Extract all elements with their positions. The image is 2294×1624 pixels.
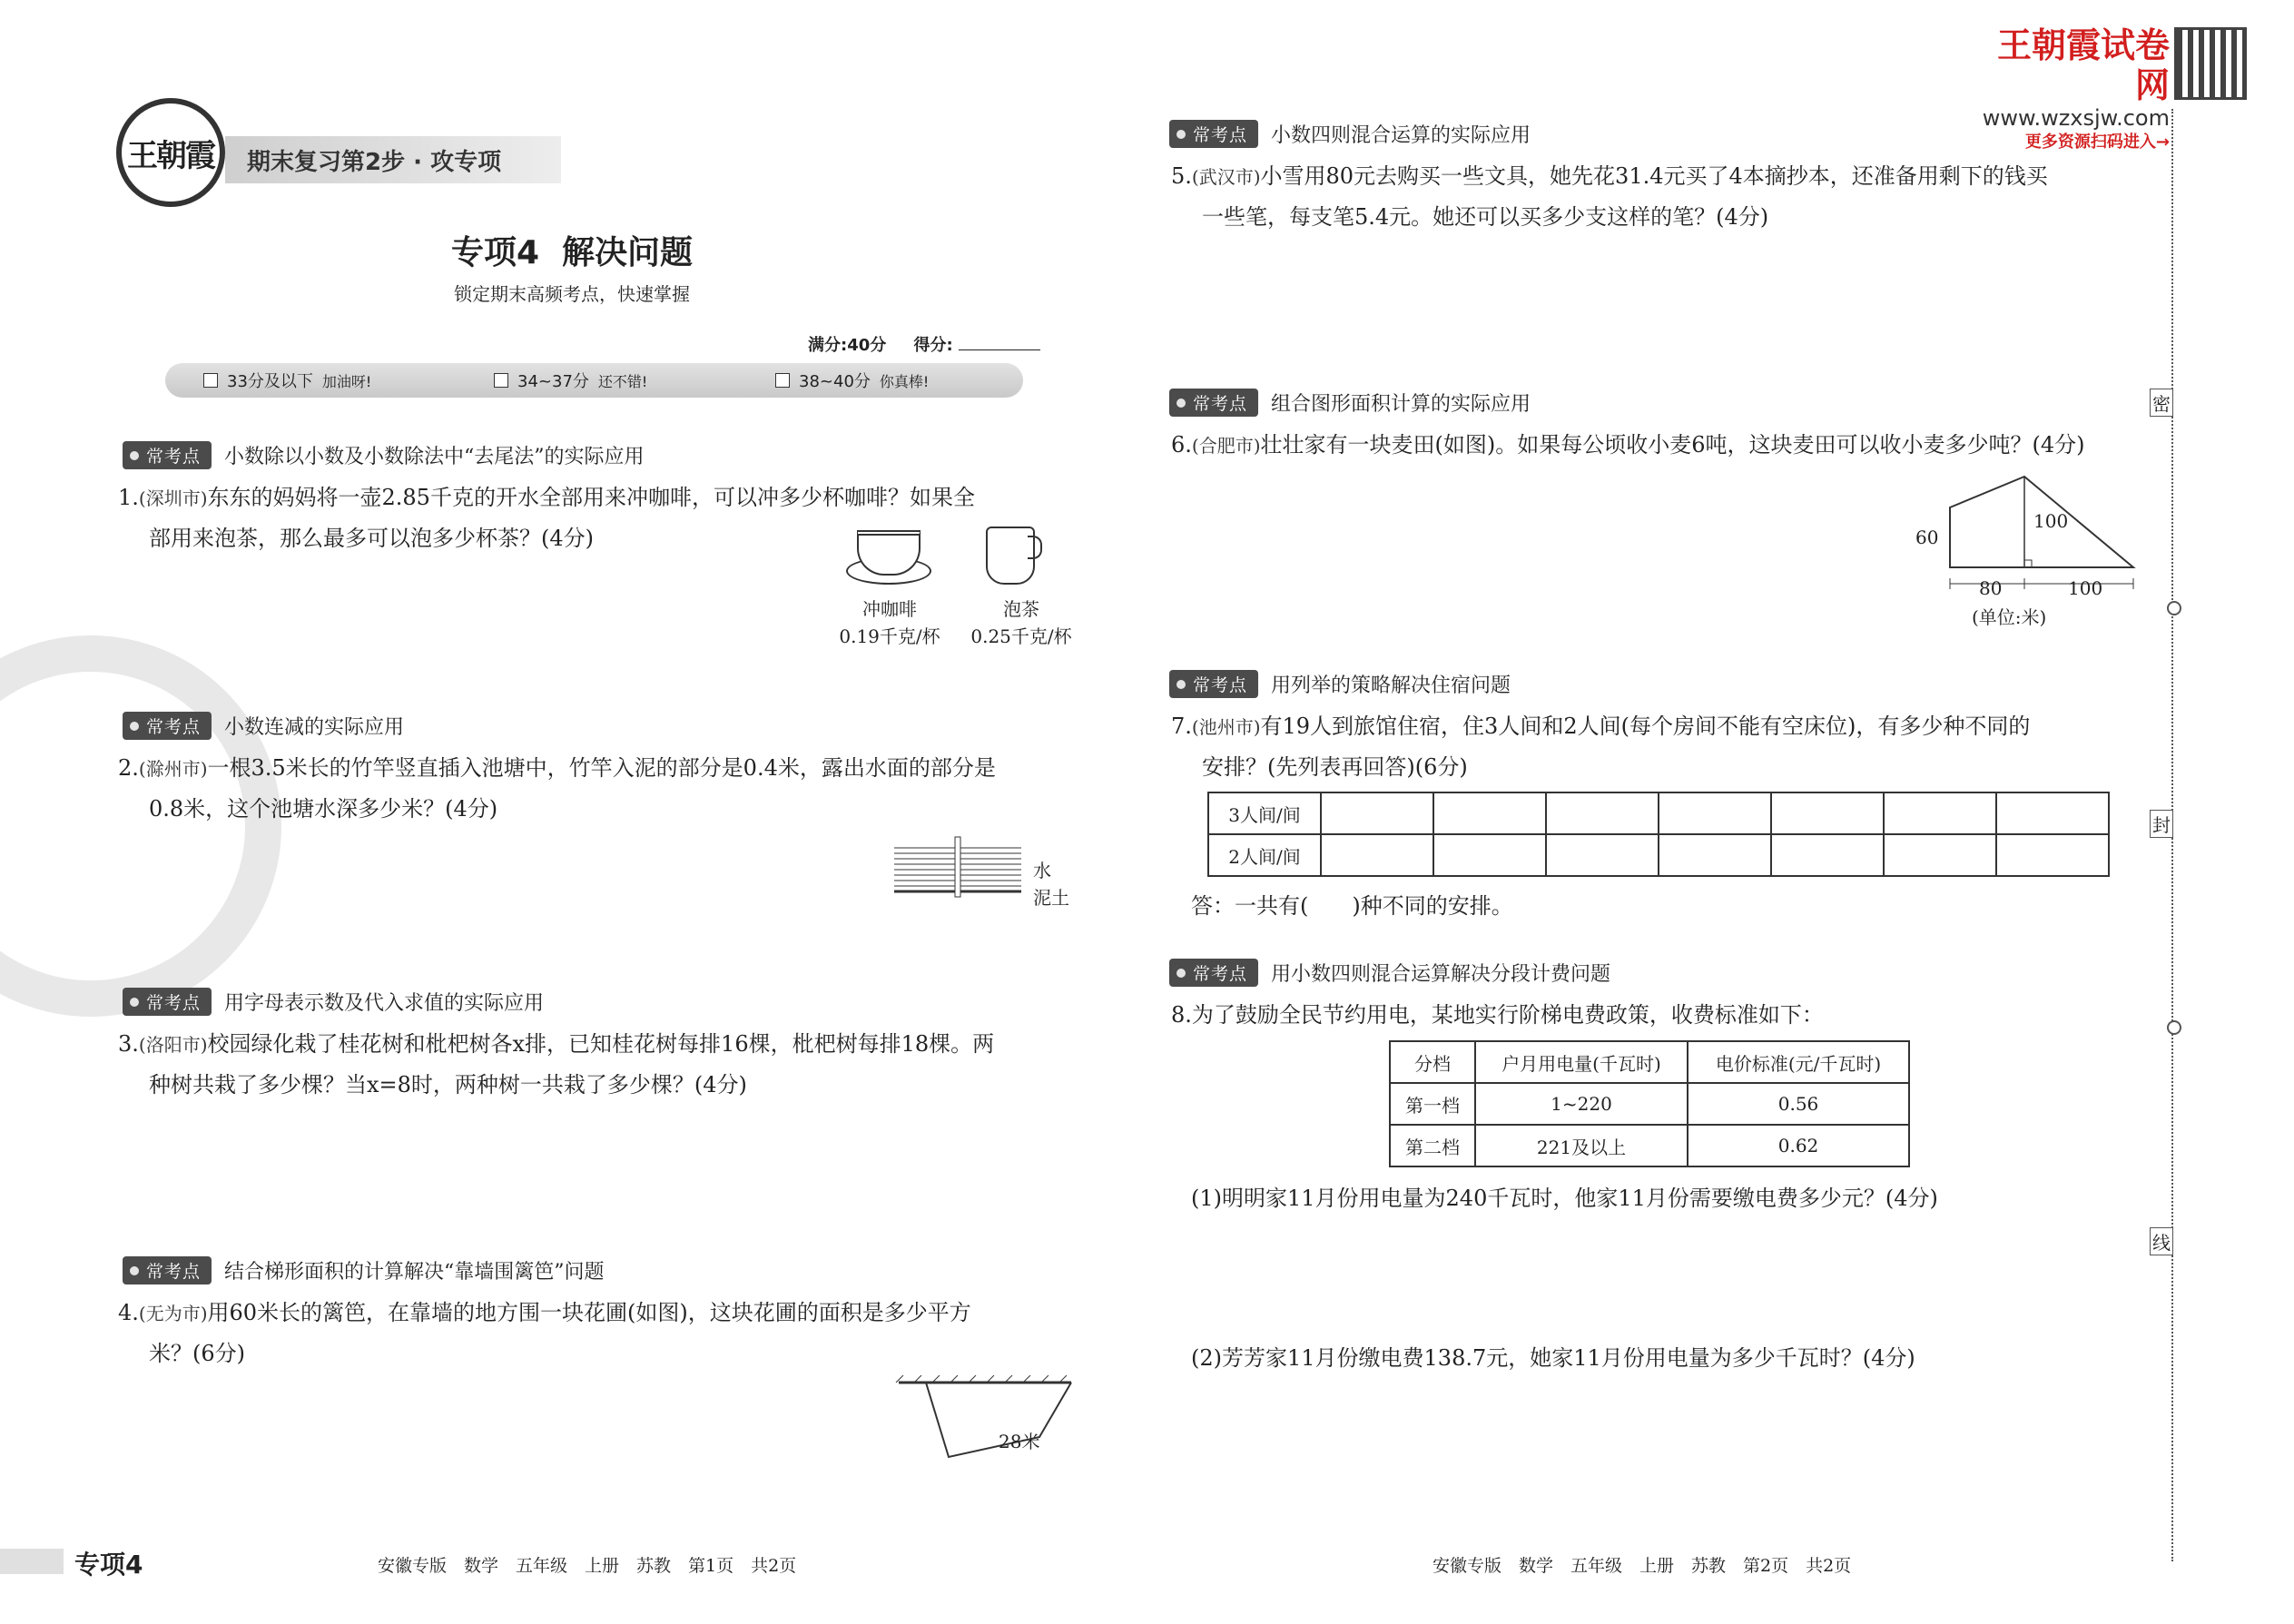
footer-left: 安徽专版 数学 五年级 上册 苏教 第1页 共2页 [378, 1556, 797, 1576]
question-text: 一根3.5米长的竹竿竖直插入池塘中，竹竿入泥的部分是0.4米，露出水面的部分是 [207, 755, 996, 781]
table-row [1390, 1041, 1909, 1083]
section-tag: 常考点 [123, 441, 212, 469]
table-cell[interactable] [1433, 792, 1546, 834]
table-row [1208, 792, 2109, 834]
rating-item[interactable] [203, 369, 494, 392]
checkbox-icon[interactable] [203, 373, 218, 388]
seal-circle-icon [2167, 601, 2181, 615]
field-unit: (单位:米) [1972, 606, 2047, 628]
got-score-label: 得分: [913, 336, 953, 355]
section-tag: 常考点 [123, 988, 212, 1016]
section-tag: 常考点 [1169, 120, 1258, 148]
rating-bar [165, 363, 1023, 398]
site-name: 王朝霞试卷网 [1996, 25, 2170, 105]
tea-rate: 0.25千克/杯 [970, 625, 1072, 647]
score-line [808, 332, 1040, 356]
table-cell: 第二档 [1390, 1125, 1475, 1166]
site-url[interactable]: www.wzxsjw.com [1982, 105, 2170, 131]
footer-right: 安徽专版 数学 五年级 上册 苏教 第2页 共2页 [1433, 1556, 1852, 1576]
question-number: 8. [1171, 1002, 1192, 1028]
question-text: 有19人到旅馆住宿，住3人间和2人间(每个房间不能有空床位)，有多少种不同的 [1260, 714, 2031, 739]
sub-question-2: (2)芳芳家11月份缴电费138.7元，她家11月份用电量为多少千瓦时？(4分) [1191, 1345, 1915, 1371]
question-text: 用60米长的篱笆，在靠墙的地方围一块花圃(如图)，这块花圃的面积是多少平方 [207, 1300, 971, 1325]
table-cell[interactable] [1546, 834, 1659, 876]
field-diagram [1906, 468, 2142, 604]
table-cell[interactable] [1546, 792, 1659, 834]
lodging-table [1207, 792, 2110, 877]
section-3-header [123, 988, 544, 1016]
question-2 [118, 748, 1080, 829]
question-city: (滁州市) [138, 758, 208, 780]
question-number: 7. [1171, 714, 1192, 739]
coffee-rate: 0.19千克/杯 [839, 625, 940, 647]
question-5 [1171, 156, 2151, 237]
rating-item[interactable] [775, 369, 929, 392]
checkbox-icon[interactable] [494, 373, 508, 388]
checkbox-icon[interactable] [775, 373, 790, 388]
got-score-field[interactable] [959, 349, 1040, 350]
question-text: 校园绿化栽了桂花树和枇杷树各x排，已知桂花树每排16棵，枇杷树每排18棵。两 [207, 1031, 995, 1057]
table-header: 分档 [1390, 1041, 1475, 1083]
table-cell[interactable] [1771, 834, 1884, 876]
section-title: 用字母表示数及代入求值的实际应用 [224, 992, 545, 1015]
table-cell: 221及以上 [1475, 1125, 1688, 1166]
row-header: 3人间/间 [1208, 792, 1321, 834]
table-header: 电价标准(元/千瓦时) [1688, 1041, 1909, 1083]
question-city: (洛阳市) [138, 1034, 208, 1056]
table-row [1208, 834, 2109, 876]
field-base-1: 80 [1979, 577, 2003, 599]
table-cell: 1~220 [1475, 1083, 1688, 1125]
rating-item[interactable] [494, 369, 775, 392]
mud-label: 泥土 [1033, 887, 1069, 909]
question-3 [118, 1024, 1080, 1105]
section-title: 用小数四则混合运算解决分段计费问题 [1271, 963, 1611, 986]
question-city: (合肥市) [1191, 435, 1261, 457]
table-cell[interactable] [1321, 792, 1433, 834]
tea-caption [962, 595, 1080, 650]
table-cell[interactable] [1996, 792, 2109, 834]
table-row [1390, 1125, 1909, 1166]
question-4 [118, 1293, 1080, 1373]
question-text: 米？(6分) [149, 1341, 245, 1366]
question-7 [1171, 706, 2151, 787]
table-cell: 0.56 [1688, 1083, 1909, 1125]
question-8 [1171, 995, 2151, 1035]
footer-tag: 专项4 [74, 1550, 143, 1580]
qr-code[interactable] [2174, 27, 2247, 100]
section-tag: 常考点 [1169, 389, 1258, 417]
table-cell[interactable] [1659, 792, 1771, 834]
question-city: (无为市) [138, 1303, 208, 1324]
question-number: 1. [118, 485, 139, 510]
table-row [1390, 1083, 1909, 1125]
section-5-header [1169, 120, 1531, 148]
table-cell[interactable] [1884, 834, 1996, 876]
footer-bar [0, 1549, 64, 1574]
rating-range: 34~37分 [517, 372, 589, 391]
tea-cup-icon [982, 523, 1042, 586]
section-tag: 常考点 [1169, 959, 1258, 987]
sub-question-1: (1)明明家11月份用电量为240千瓦时，他家11月份需要缴电费多少元？(4分) [1191, 1186, 1938, 1211]
table-header: 户月用电量(千瓦时) [1475, 1041, 1688, 1083]
section-8-header [1169, 959, 1610, 987]
page-subtitle: 锁定期末高频考点，快速掌握 [454, 283, 690, 305]
question-number: 2. [118, 755, 139, 781]
question-text: 一些笔，每支笔5.4元。她还可以买多少支这样的笔？(4分) [1202, 204, 1769, 230]
section-6-header [1169, 389, 1531, 417]
table-cell: 第一档 [1390, 1083, 1475, 1125]
section-title: 小数连减的实际应用 [224, 716, 405, 739]
rating-comment: 加油呀! [321, 372, 372, 390]
section-title: 小数四则混合运算的实际应用 [1271, 124, 1531, 147]
answer-line: 答：一共有( )种不同的安排。 [1191, 893, 1513, 919]
fence-diagram [894, 1375, 1076, 1475]
rating-comment: 还不错! [597, 372, 648, 390]
rating-range: 38~40分 [799, 372, 871, 391]
section-title: 用列举的策略解决住宿问题 [1271, 674, 1511, 697]
seal-circle-icon [2167, 1020, 2181, 1035]
pond-labels [1033, 857, 1069, 911]
seal-mark: 密 [2150, 389, 2173, 417]
tea-label: 泡茶 [1003, 598, 1039, 620]
table-cell[interactable] [1884, 792, 1996, 834]
rating-comment: 你真棒! [879, 372, 930, 390]
seal-mark: 封 [2150, 810, 2173, 838]
coffee-cup-icon [846, 528, 928, 583]
section-1-header [123, 441, 645, 469]
pricing-table [1389, 1040, 1910, 1167]
section-tag: 常考点 [123, 1256, 212, 1284]
question-city: (深圳市) [138, 487, 208, 509]
coffee-label: 冲咖啡 [862, 598, 917, 620]
question-city: (池州市) [1191, 716, 1261, 738]
question-6 [1171, 425, 2151, 466]
table-cell: 0.62 [1688, 1125, 1909, 1166]
section-tag: 常考点 [1169, 670, 1258, 698]
question-number: 6. [1171, 432, 1192, 458]
question-number: 3. [118, 1031, 139, 1057]
full-score: 满分:40分 [808, 336, 887, 355]
question-text: 安排？(先列表再回答)(6分) [1202, 754, 1468, 780]
table-cell[interactable] [1771, 792, 1884, 834]
question-number: 5. [1171, 163, 1192, 189]
question-text: 壮壮家有一块麦田(如图)。如果每公顷收小麦6吨，这块麦田可以收小麦多少吨？(4分) [1260, 432, 2085, 458]
coffee-caption [835, 595, 944, 650]
logo [116, 98, 225, 207]
banner-text: 期末复习第2步 · 攻专项 [247, 148, 502, 176]
question-city: (武汉市) [1191, 166, 1261, 188]
rating-range: 33分及以下 [227, 372, 313, 391]
brand-block [1970, 25, 2170, 154]
pond-diagram [890, 835, 1026, 908]
question-text: 为了鼓励全民节约用电，某地实行阶梯电费政策，收费标准如下： [1191, 1002, 1824, 1028]
section-title: 组合图形面积计算的实际应用 [1271, 393, 1531, 416]
section-2-header [123, 712, 404, 740]
scan-hint: 更多资源扫码进入→ [2024, 133, 2170, 152]
table-cell[interactable] [1996, 834, 2109, 876]
page-title: 专项4 解决问题 [450, 234, 694, 271]
section-7-header [1169, 670, 1511, 698]
question-1 [118, 477, 1080, 558]
section-4-header [123, 1256, 605, 1284]
logo-text: 王朝霞 [127, 137, 214, 174]
field-base-2: 100 [2068, 577, 2103, 599]
question-text: 部用来泡茶，那么最多可以泡多少杯茶？(4分) [149, 526, 594, 551]
section-tag: 常考点 [123, 712, 212, 740]
fence-dimension: 28米 [999, 1431, 1040, 1452]
question-text: 东东的妈妈将一壶2.85千克的开水全部用来冲咖啡，可以冲多少杯咖啡？如果全 [207, 485, 975, 510]
banner [225, 136, 561, 183]
table-cell[interactable] [1321, 834, 1433, 876]
water-label: 水 [1033, 860, 1051, 881]
table-cell[interactable] [1659, 834, 1771, 876]
row-header: 2人间/间 [1208, 834, 1321, 876]
section-title: 结合梯形面积的计算解决“靠墙围篱笆”问题 [224, 1261, 605, 1284]
question-text: 0.8米，这个池塘水深多少米？(4分) [149, 796, 498, 822]
section-title: 小数除以小数及小数除法中“去尾法”的实际应用 [224, 446, 645, 468]
question-text: 小雪用80元去购买一些文具，她先花31.4元买了4本摘抄本，还准备用剩下的钱买 [1260, 163, 2048, 189]
table-cell[interactable] [1433, 834, 1546, 876]
question-text: 种树共栽了多少棵？当x=8时，两种树一共栽了多少棵？(4分) [149, 1072, 747, 1097]
question-number: 4. [118, 1300, 139, 1325]
field-diagonal: 100 [2033, 510, 2069, 532]
seal-mark: 线 [2150, 1227, 2173, 1255]
field-height: 60 [1915, 527, 1939, 548]
